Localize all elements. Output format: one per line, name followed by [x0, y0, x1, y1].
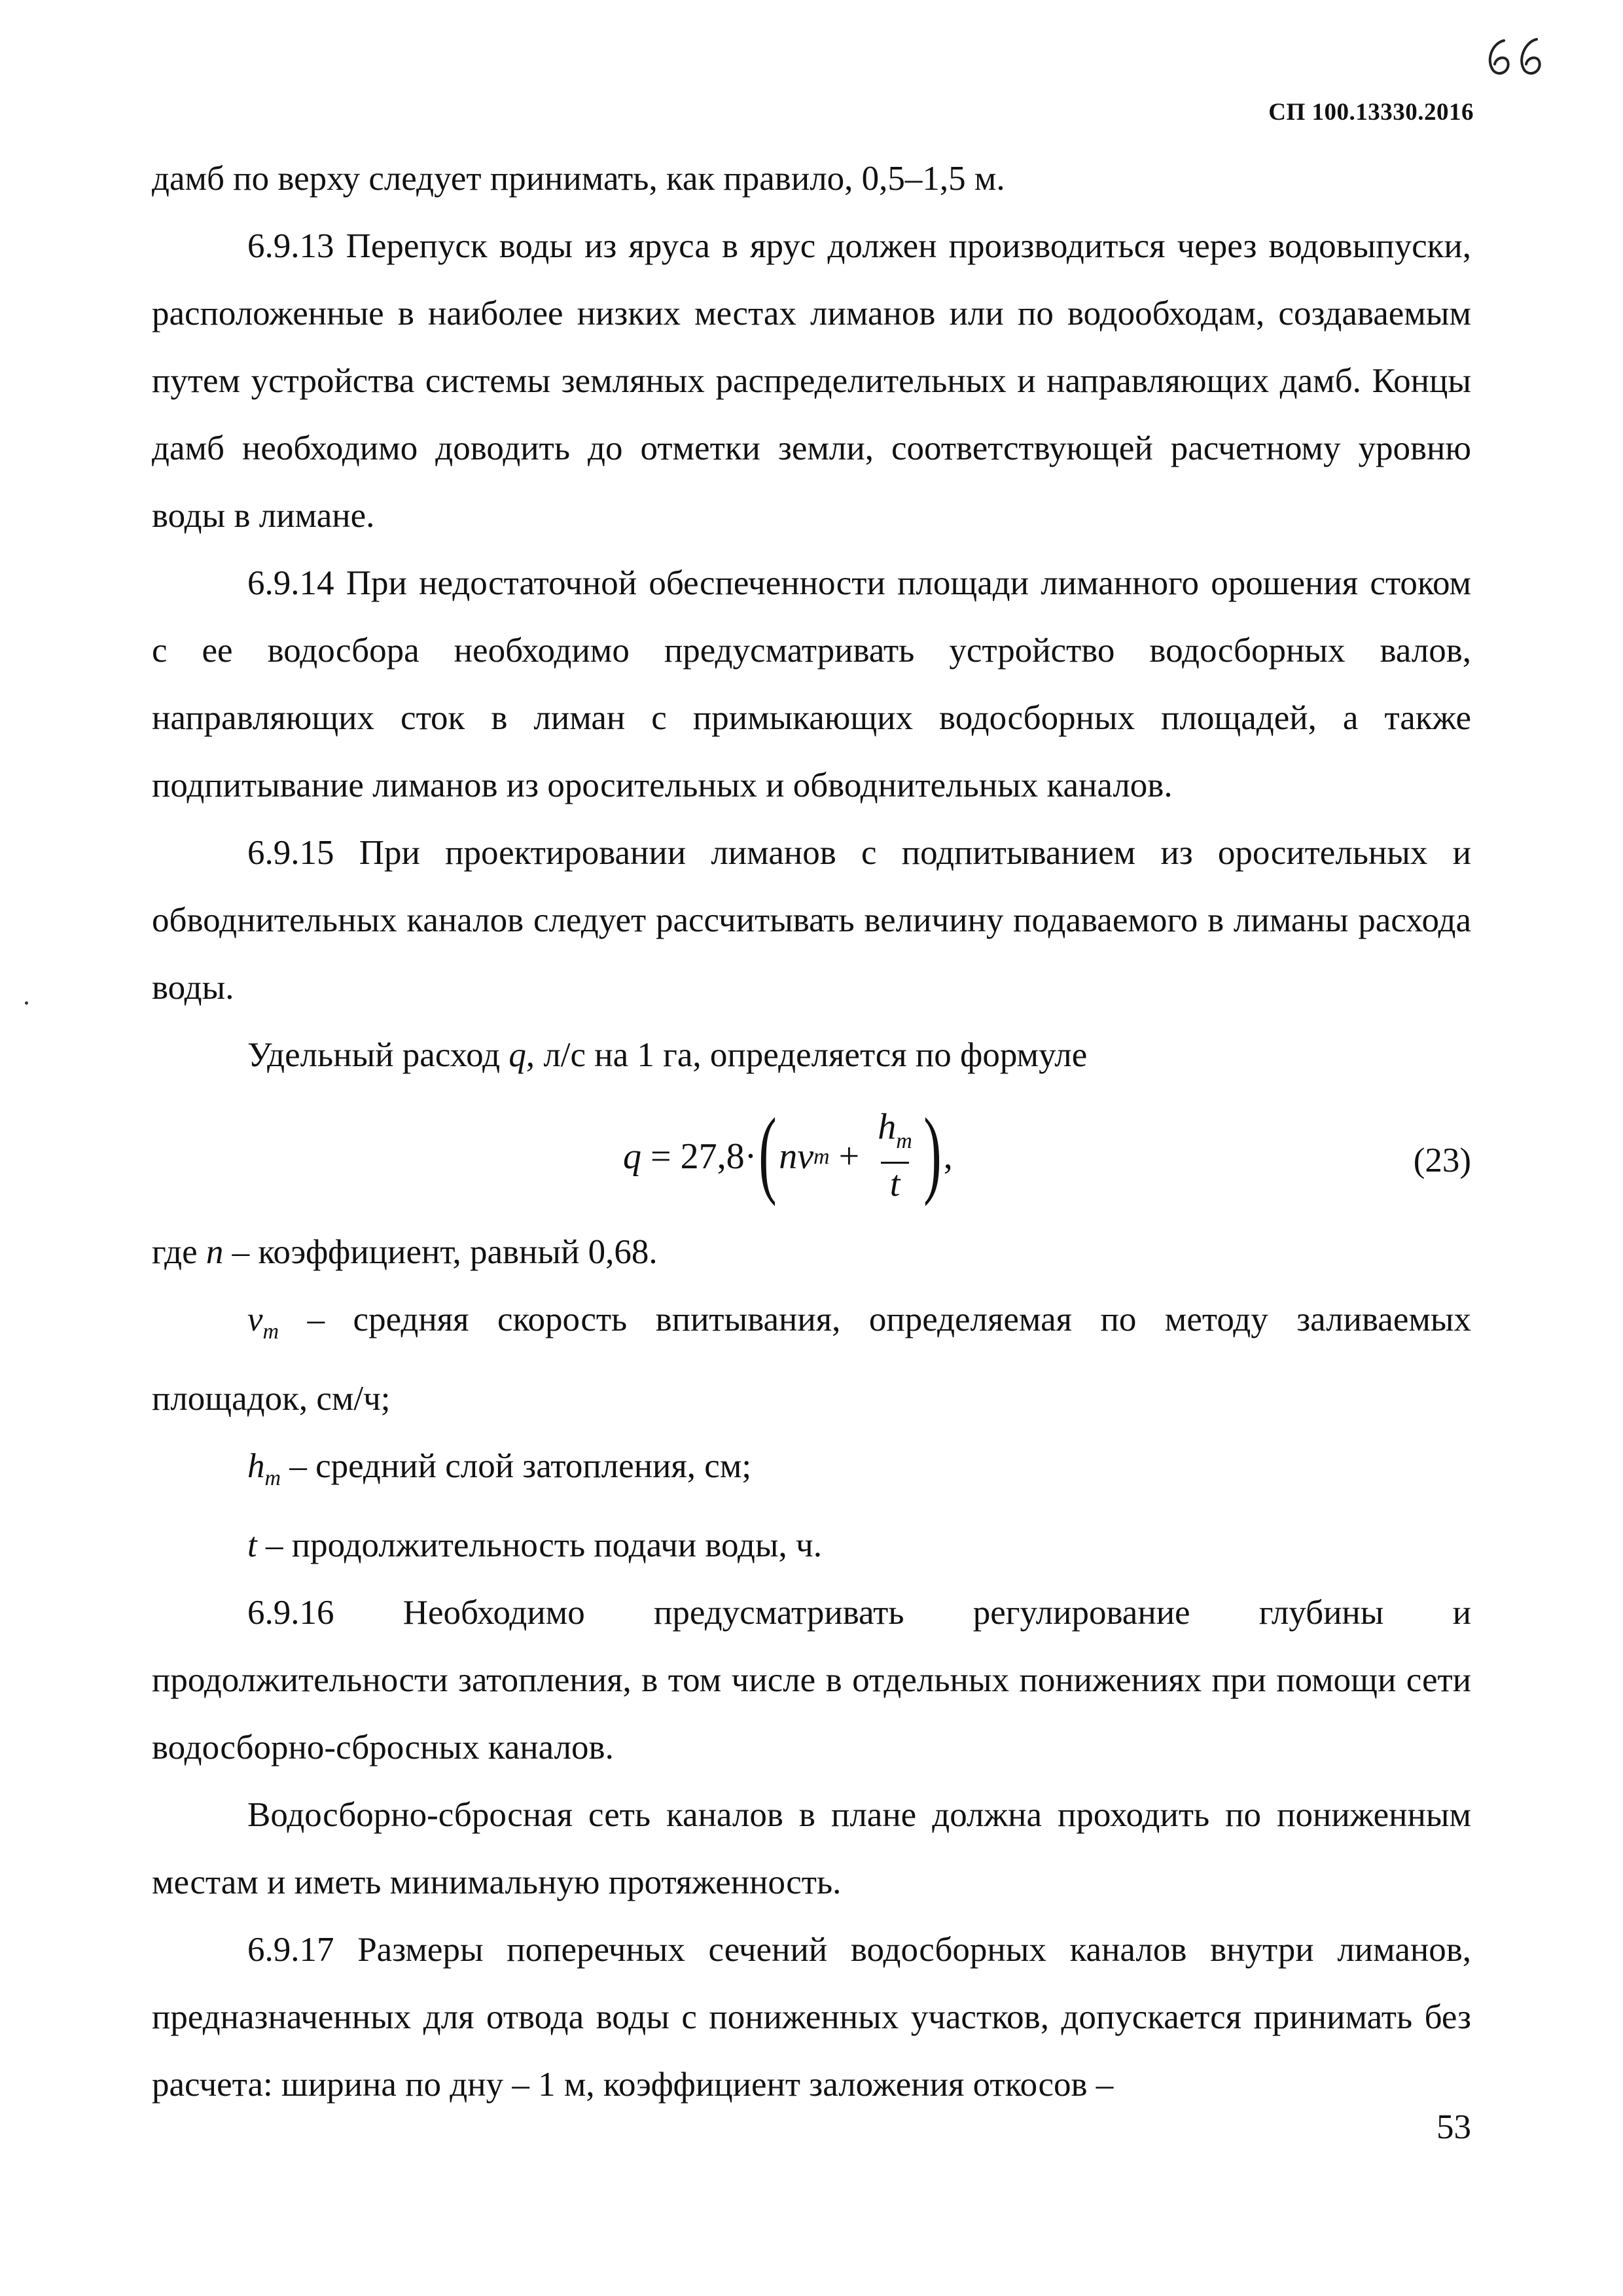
paragraph-continuation: дамб по верху следует принимать, как правило, 0,5–1,5 м.: [152, 160, 1005, 198]
formula-intro-pre: Удельный расход: [247, 1036, 509, 1074]
where-n-text: – коэффициент, равный 0,68.: [223, 1233, 658, 1271]
paragraph-6-9-13: 6.9.13 Перепуск воды из яруса в ярус должен производиться через водовыпуски, расположенные в наиболее низких местах лиманов или по водообходам, создаваемым путем устройства системы земляных распределительных и направляющих дамб. Концы дамб необходимо доводить до отметки земли, соответствующей расчетному уровню воды в лимане.: [152, 227, 1471, 535]
where-h: [152, 1433, 1471, 1512]
numerator-sub: m: [896, 1128, 912, 1153]
where-t: [152, 1512, 1471, 1579]
paragraph-6-9-14: 6.9.14 При недостаточной обеспеченности площади лиманного орошения стоком с ее водосбора необходимо предусматривать устройство водосборных валов, направляющих сток в лиман с примыкающих водосборных площадей, а также подпитывание лиманов из оросительных и обводнительных каналов.: [152, 564, 1471, 804]
formula-intro: [152, 1022, 1471, 1089]
formula-23: [623, 1098, 953, 1212]
where-h-text: – средний слой затопления, см;: [281, 1447, 752, 1485]
where-t-text: – продолжительность подачи воды, ч.: [257, 1526, 822, 1564]
where-h-sub: m: [264, 1466, 281, 1490]
where-pre: где: [152, 1233, 206, 1271]
formula-nv-sub: m: [813, 1144, 830, 1169]
handwritten-page-number: [1479, 34, 1544, 80]
where-h-var: h: [247, 1447, 265, 1485]
page-number: 53: [1436, 2108, 1471, 2146]
formula-intro-var: q: [508, 1036, 526, 1074]
formula-number: (23): [1413, 1141, 1471, 1179]
fraction-numerator: [872, 1107, 918, 1162]
scan-speck: [25, 1001, 28, 1005]
formula-nv: nv: [779, 1136, 814, 1177]
where-v-var: v: [247, 1300, 263, 1338]
right-paren-icon: ): [923, 1098, 942, 1207]
document-code: СП 100.13330.2016: [1268, 99, 1474, 126]
where-v: [152, 1286, 1471, 1433]
paragraph-6-9-16: 6.9.16 Необходимо предусматривать регулирование глубины и продолжительности затопления, в том числе в отдельных понижениях при помощи сети водосборно-сбросных каналов.: [152, 1594, 1471, 1767]
formula-fraction: [872, 1107, 918, 1204]
where-v-sub: m: [262, 1319, 279, 1344]
left-paren-icon: (: [758, 1098, 777, 1207]
body-text: [152, 145, 1471, 2119]
paragraph-6-9-17: 6.9.17 Размеры поперечных сечений водосборных каналов внутри лиманов, предназначенных для отвода воды с пониженных участков, допускается принимать без расчета: ширина по дну – 1 м, коэффициент заложения откосов –: [152, 1931, 1471, 2104]
formula-intro-post: , л/с на 1 га, определяется по формуле: [526, 1036, 1088, 1074]
where-t-var: t: [247, 1526, 257, 1564]
fraction-denominator: t: [881, 1162, 910, 1204]
where-n-var: n: [205, 1233, 224, 1271]
numerator-h: h: [878, 1106, 897, 1147]
formula-block: [152, 1094, 1471, 1219]
paragraph-network: Водосборно-сбросная сеть каналов в плане должна проходить по пониженным местам и иметь минимальную протяженность.: [152, 1796, 1471, 1901]
formula-eq: = 27,8·: [641, 1136, 757, 1177]
formula-trail: ,: [943, 1136, 953, 1177]
formula-lhs: q: [623, 1136, 641, 1177]
formula-plus: +: [829, 1136, 869, 1177]
where-n: [152, 1219, 1471, 1286]
paragraph-6-9-15: 6.9.15 При проектировании лиманов с подпитыванием из оросительных и обводнительных каналов следует рассчитывать величину подаваемого в лиманы расхода воды.: [152, 834, 1471, 1007]
where-v-text: – средняя скорость впитывания, определяемая по методу заливаемых площадок, см/ч;: [152, 1300, 1471, 1418]
